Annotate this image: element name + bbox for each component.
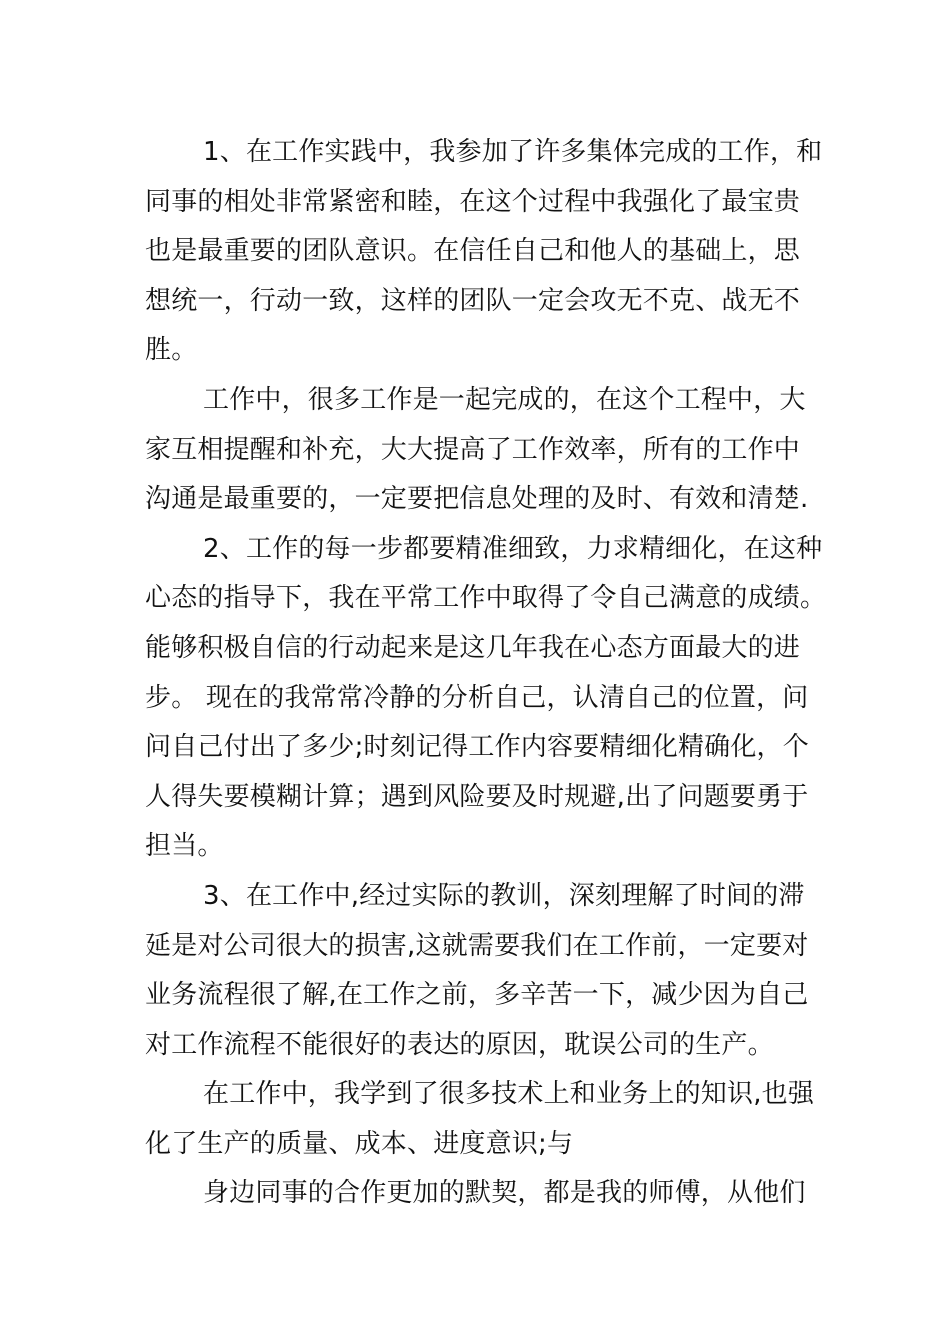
text-line: 也是最重要的团队意识。在信任自己和他人的基础上，思 <box>145 236 801 267</box>
text-line: 能够积极自信的行动起来是这几年我在心态方面最大的进 <box>145 632 801 663</box>
text-line: 延是对公司很大的损害,这就需要我们在工作前，一定要对 <box>145 930 809 961</box>
text-line: 业务流程很了解,在工作之前，多辛苦一下，减少因为自己 <box>145 980 809 1011</box>
text-line: 家互相提醒和补充，大大提高了工作效率，所有的工作中 <box>145 434 801 465</box>
text-line: 问自己付出了多少;时刻记得工作内容要精细化精确化，个 <box>145 732 809 763</box>
text-line: 工作中，很多工作是一起完成的，在这个工程中，大 <box>203 384 806 415</box>
text-line: 1、在工作实践中，我参加了许多集体完成的工作，和 <box>203 137 823 167</box>
text-line: 胜。 <box>145 335 198 366</box>
text-line: 3、在工作中,经过实际的教训，深刻理解了时间的滞 <box>203 880 805 911</box>
text-line: 化了生产的质量、成本、进度意识;与 <box>145 1128 574 1159</box>
text-line: 沟通是最重要的，一定要把信息处理的及时、有效和清楚. <box>145 484 809 515</box>
text-line: 对工作流程不能很好的表达的原因，耽误公司的生产。 <box>145 1029 774 1060</box>
text-line: 担当。 <box>145 831 224 862</box>
text-line: 步。 现在的我常常冷静的分析自己，认清自己的位置，问 <box>145 682 809 713</box>
text-line: 身边同事的合作更加的默契，都是我的师傅，从他们 <box>203 1178 806 1209</box>
document-body <box>145 128 827 1219</box>
text-line: 在工作中，我学到了很多技术上和业务上的知识,也强 <box>203 1079 815 1110</box>
text-line: 2、工作的每一步都要精准细致，力求精细化，在这种 <box>203 533 823 564</box>
text-line: 同事的相处非常紧密和睦，在这个过程中我强化了最宝贵 <box>145 186 801 217</box>
text-line: 想统一，行动一致，这样的团队一定会攻无不克、战无不 <box>145 285 801 316</box>
text-line: 人得失要模糊计算；遇到风险要及时规避,出了问题要勇于 <box>145 781 809 812</box>
text-line: 心态的指导下，我在平常工作中取得了令自己满意的成绩。 <box>145 583 827 614</box>
